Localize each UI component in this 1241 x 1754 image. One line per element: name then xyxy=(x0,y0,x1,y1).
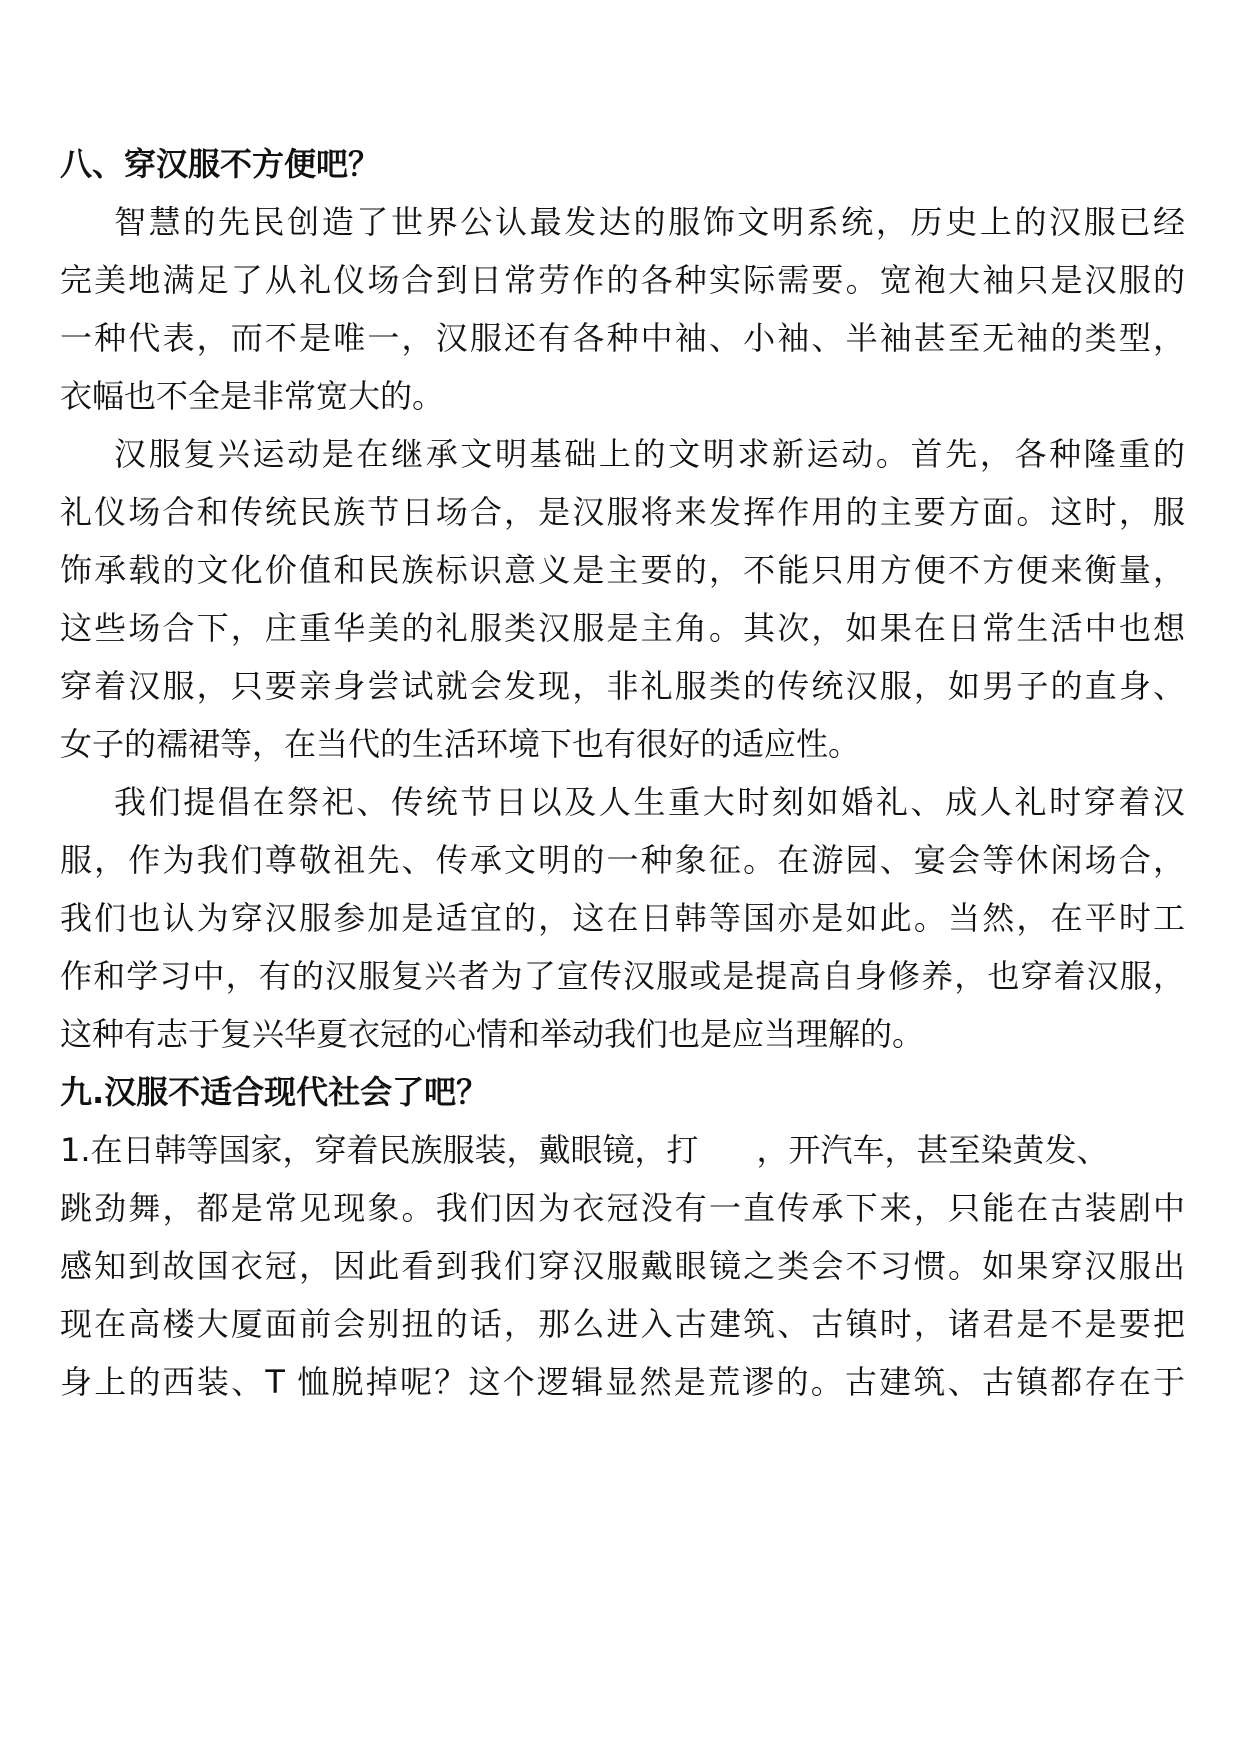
paragraph-line-part: ，开汽车，甚至染黄发、 xyxy=(756,1131,1109,1169)
paragraph-line: 我们提倡在祭祀、传统节日以及人生重大时刻如婚礼、成人礼时穿着汉 xyxy=(114,783,1185,821)
paragraph-line: 衣幅也不全是非常宽大的。 xyxy=(60,377,445,415)
paragraph-line: 作和学习中，有的汉服复兴者为了宣传汉服或是提高自身修养，也穿着汉服， xyxy=(60,957,1185,995)
paragraph-line: 穿着汉服，只要亲身尝试就会发现，非礼服类的传统汉服，如男子的直身、 xyxy=(60,667,1185,705)
paragraph-line: 这些场合下，庄重华美的礼服类汉服是主角。其次，如果在日常生活中也想 xyxy=(60,609,1185,647)
paragraph-line: 女子的襦裙等，在当代的生活环境下也有很好的适应性。 xyxy=(60,725,861,763)
paragraph-line: 跳劲舞，都是常见现象。我们因为衣冠没有一直传承下来，只能在古装剧中 xyxy=(60,1189,1185,1227)
paragraph-line: 现在高楼大厦面前会别扭的话，那么进入古建筑、古镇时，诸君是不是要把 xyxy=(60,1305,1185,1343)
paragraph-line: 礼仪场合和传统民族节日场合，是汉服将来发挥作用的主要方面。这时，服 xyxy=(60,493,1185,531)
paragraph-line: 一种代表，而不是唯一，汉服还有各种中袖、小袖、半袖甚至无袖的类型， xyxy=(60,319,1185,357)
paragraph-line: 服，作为我们尊敬祖先、传承文明的一种象征。在游园、宴会等休闲场合， xyxy=(60,841,1185,879)
paragraph-line: 饰承载的文化价值和民族标识意义是主要的，不能只用方便不方便来衡量， xyxy=(60,551,1185,589)
paragraph-line: 我们也认为穿汉服参加是适宜的，这在日韩等国亦是如此。当然，在平时工 xyxy=(60,899,1185,937)
paragraph-line: 完美地满足了从礼仪场合到日常劳作的各种实际需要。宽袍大袖只是汉服的 xyxy=(60,261,1185,299)
paragraph-line: 感知到故国衣冠，因此看到我们穿汉服戴眼镜之类会不习惯。如果穿汉服出 xyxy=(60,1247,1185,1285)
paragraph-line: 这种有志于复兴华夏衣冠的心情和举动我们也是应当理解的。 xyxy=(60,1015,925,1053)
paragraph-line-part: 1.在日韩等国家，穿着民族服装，戴眼镜，打 xyxy=(60,1131,699,1169)
section-heading-8: 八、穿汉服不方便吧？ xyxy=(60,145,381,183)
document-page xyxy=(60,0,1185,1754)
paragraph-line: 汉服复兴运动是在继承文明基础上的文明求新运动。首先，各种隆重的 xyxy=(114,435,1185,473)
paragraph-line: 身上的西装、T 恤脱掉呢？这个逻辑显然是荒谬的。古建筑、古镇都存在于 xyxy=(60,1363,1185,1401)
section-heading-9: 九.汉服不适合现代社会了吧？ xyxy=(60,1073,489,1111)
paragraph-line: 智慧的先民创造了世界公认最发达的服饰文明系统，历史上的汉服已经 xyxy=(114,203,1185,241)
paragraph-line-first xyxy=(60,1130,1185,1170)
